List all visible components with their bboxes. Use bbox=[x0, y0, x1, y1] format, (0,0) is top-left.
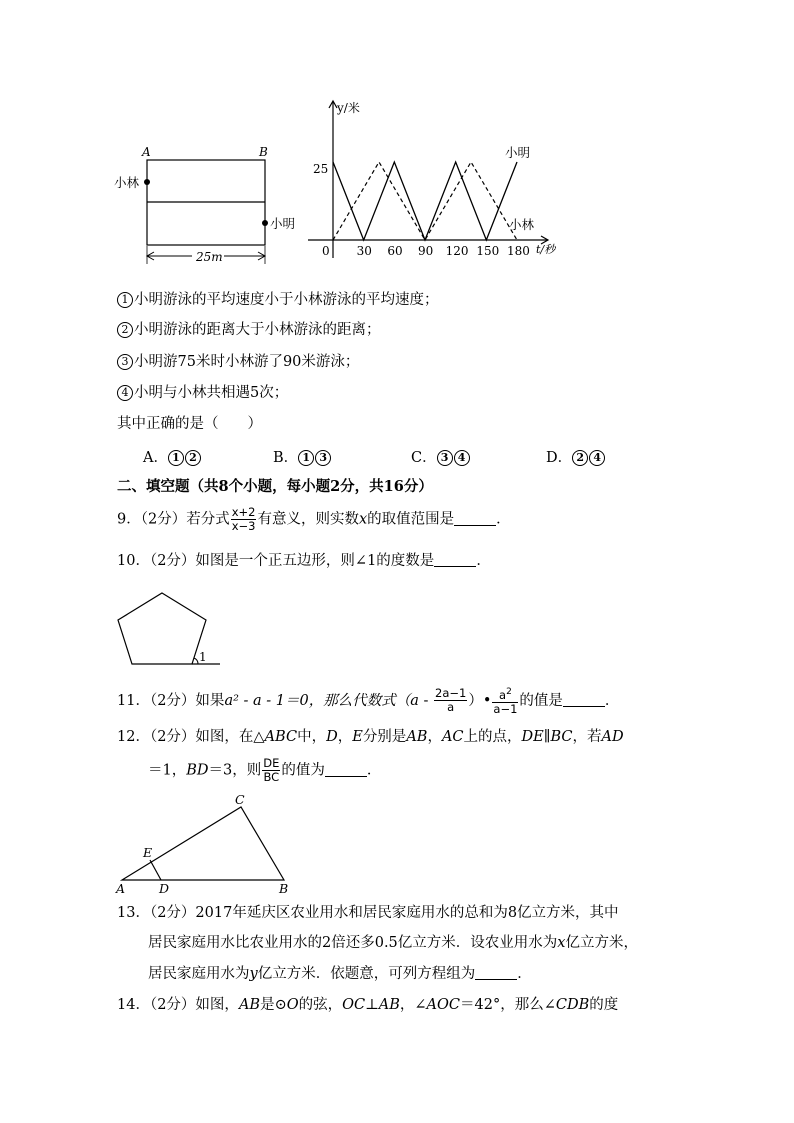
series-xiaolin-label: 小林 bbox=[509, 217, 535, 232]
question-12-line-1: 12．（2分）如图，在△ABC中，D，E分别是AB，AC上的点，DE∥BC，若AD bbox=[117, 729, 624, 745]
series-xiaoming-line bbox=[333, 162, 517, 240]
pentagon bbox=[118, 593, 206, 664]
distance-time-graph bbox=[300, 95, 560, 265]
x-tick-label-180: 180 bbox=[506, 244, 530, 258]
label-b: B bbox=[279, 881, 289, 895]
question-12-line-2: ＝1，BD＝3，则 $\frac{DE}{BC}$ 的值为 ． bbox=[148, 756, 382, 784]
xiaolin-dot bbox=[144, 179, 150, 185]
y-axis-label: y/米 bbox=[337, 101, 360, 115]
segment-de bbox=[150, 860, 161, 880]
choice-c[interactable]: C． 3 4 bbox=[411, 446, 471, 467]
q12-fraction: $\frac{DE}{BC}$ bbox=[263, 756, 280, 784]
pool-label-b: B bbox=[259, 145, 268, 159]
q11-fraction-1: $\frac{2a-1}{a}$ bbox=[435, 686, 467, 715]
question-13-line-2: 居民家庭用水比农业用水的2倍还多0.5亿立方米．设农业用水为x亿立方米， bbox=[148, 935, 638, 951]
answer-blank[interactable] bbox=[434, 552, 476, 567]
pentagon-figure bbox=[112, 590, 227, 670]
question-tail: 其中正确的是（ ） bbox=[117, 416, 262, 432]
label-e: E bbox=[143, 845, 153, 860]
x-axis-label: t/秒 bbox=[536, 243, 556, 256]
label-a: A bbox=[116, 881, 126, 895]
x-tick-label-30: 30 bbox=[356, 244, 372, 258]
pool-label-a: A bbox=[142, 145, 151, 159]
section-title: 二、填空题（共8个小题，每小题2分，共16分） bbox=[117, 478, 433, 495]
pool-width-label: 25m bbox=[196, 250, 223, 264]
label-c: C bbox=[235, 792, 245, 807]
x-tick-label-60: 60 bbox=[387, 244, 403, 258]
answer-blank[interactable] bbox=[454, 511, 496, 526]
choice-b[interactable]: B． 1 3 bbox=[273, 446, 332, 467]
question-10: 10．（2分）如图是一个正五边形，则∠1的度数是 ． bbox=[117, 553, 491, 569]
circled-number: 2 bbox=[117, 322, 133, 338]
q11-fraction-2: $\frac{a^2}{a-1}$ bbox=[493, 687, 518, 716]
pool-label-xiaoming: 小明 bbox=[270, 216, 296, 231]
circled-number: 3 bbox=[117, 354, 133, 370]
circled-number: 4 bbox=[117, 385, 133, 401]
angle-label-1: 1 bbox=[199, 650, 207, 664]
triangle-figure bbox=[112, 790, 302, 895]
question-14: 14．（2分）如图，AB是⊙O的弦，OC⊥AB，∠AOC＝42°，那么∠CDB的度 bbox=[117, 997, 619, 1013]
origin-label: 0 bbox=[322, 244, 330, 258]
label-d: D bbox=[159, 881, 170, 895]
triangle-abc bbox=[122, 807, 284, 880]
circled-number: 1 bbox=[117, 292, 133, 308]
statement-1: 1 小明游泳的平均速度小于小林游泳的平均速度； bbox=[117, 290, 439, 310]
x-tick-labels bbox=[357, 244, 530, 258]
question-13-line-1: 13．（2分）2017年延庆区农业用水和居民家庭用水的总和为8亿立方米，其中 bbox=[117, 905, 619, 921]
series-xiaoming-label: 小明 bbox=[505, 145, 531, 160]
x-tick-label-120: 120 bbox=[445, 244, 469, 258]
question-13-line-3: 居民家庭用水为y亿立方米．依题意，可列方程组为 ． bbox=[148, 966, 532, 982]
statement-3: 3 小明游75米时小林游了90米游泳； bbox=[117, 352, 359, 372]
angle-arc bbox=[194, 658, 198, 664]
statement-2: 2 小明游泳的距离大于小林游泳的距离； bbox=[117, 320, 381, 340]
statement-4: 4 小明与小林共相遇5次； bbox=[117, 383, 288, 403]
answer-blank[interactable] bbox=[563, 692, 605, 707]
answer-blank[interactable] bbox=[475, 965, 517, 980]
question-9: 9．（2分）若分式 $\frac{x+2}{x-3}$ 有意义，则实数x的取值范围是 ． bbox=[117, 505, 511, 533]
x-tick-label-150: 150 bbox=[476, 244, 500, 258]
xiaoming-dot bbox=[262, 220, 268, 226]
y-tick-25: 25 bbox=[313, 162, 329, 176]
question-11: 11．（2分）如果a² - a - 1＝0，那么代数式（a - $\frac{2a-1}{a}$ ）• $\frac{a^2}{a-1}$ 的值是 ． bbox=[117, 686, 620, 716]
x-tick-label-90: 90 bbox=[417, 244, 434, 258]
answer-blank[interactable] bbox=[325, 762, 367, 777]
pool-figure bbox=[112, 140, 312, 270]
choice-d[interactable]: D． 2 4 bbox=[546, 446, 606, 467]
pool-label-xiaolin: 小林 bbox=[114, 175, 140, 190]
q9-fraction: $\frac{x+2}{x-3}$ bbox=[231, 505, 256, 533]
choice-a[interactable]: A． 1 2 bbox=[143, 446, 202, 467]
series-xiaolin-line bbox=[333, 162, 517, 240]
